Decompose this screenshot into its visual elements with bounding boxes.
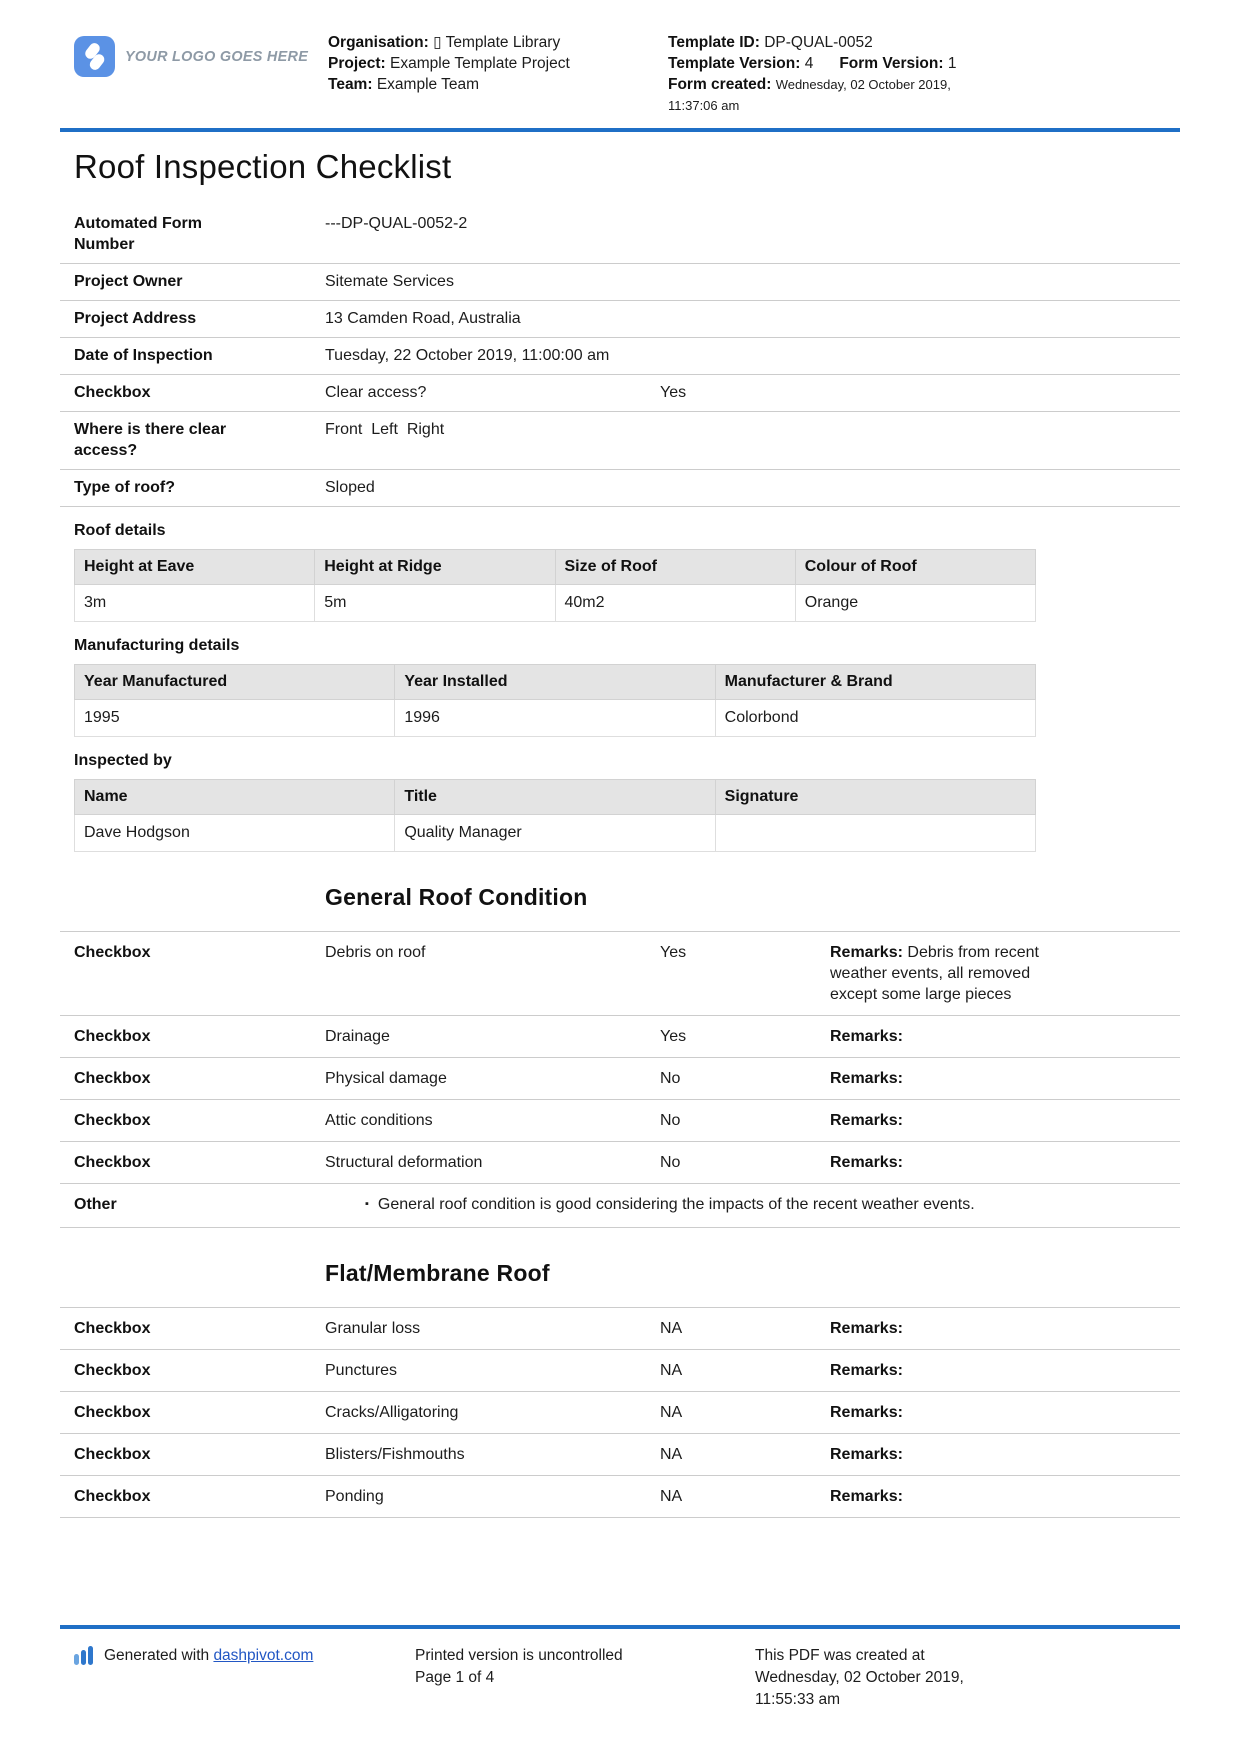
row-label: Other: [74, 1196, 117, 1213]
field-answer: [660, 419, 1165, 461]
template-version-value: 4: [804, 55, 814, 72]
generated-prefix: Generated with: [104, 1647, 214, 1664]
table-row: [75, 585, 1036, 622]
table-cell: 40m2: [555, 585, 795, 622]
inspected-by-table: [74, 779, 1036, 852]
field-answer: [660, 213, 1165, 255]
inspector-title-cell: Quality Manager: [395, 815, 715, 852]
field-value: Tuesday, 22 October 2019, 11:00:00 am: [325, 347, 610, 364]
header-divider: [60, 128, 1180, 132]
row-remarks: [830, 1444, 1040, 1465]
project-value: Example Template Project: [390, 55, 570, 72]
field-answer: [660, 308, 1165, 329]
project-line: [328, 53, 668, 74]
table-header-row: [75, 665, 1036, 700]
column-header: Height at Ridge: [315, 550, 555, 585]
table-cell: Orange: [795, 585, 1035, 622]
manufacturing-heading: Manufacturing details: [74, 637, 240, 654]
row-answer: NA: [660, 1320, 683, 1337]
checklist-row: [60, 1434, 1180, 1476]
table-row: [75, 815, 1036, 852]
other-note-text: General roof condition is good considering the impacts of the recent weather events.: [377, 1196, 975, 1213]
field-row: [60, 264, 1180, 301]
field-value: Clear access?: [325, 384, 427, 401]
remarks-text: Debris from recent weather events, all removed except some large pieces: [830, 944, 1039, 1003]
template-id-label: Template ID:: [668, 34, 760, 51]
checklist-row: [60, 1100, 1180, 1142]
table-row: [75, 700, 1036, 737]
row-item: Attic conditions: [325, 1112, 433, 1129]
row-answer: Yes: [660, 944, 687, 961]
column-header: Manufacturer & Brand: [715, 665, 1035, 700]
row-label: Checkbox: [74, 1112, 151, 1129]
row-item: Ponding: [325, 1488, 384, 1505]
field-label: Checkbox: [74, 384, 151, 401]
remarks-label: Remarks:: [830, 1488, 903, 1505]
row-label: Checkbox: [74, 1404, 151, 1421]
generated-with: [74, 1645, 415, 1711]
team-line: [328, 74, 668, 95]
row-remarks: [830, 1402, 1040, 1423]
field-value: Sitemate Services: [325, 273, 454, 290]
inspected-by-heading: Inspected by: [74, 752, 172, 769]
row-item: Structural deformation: [325, 1154, 483, 1171]
template-id-line: [668, 32, 998, 53]
generated-text: [104, 1645, 313, 1667]
remarks-label: Remarks:: [830, 1154, 903, 1171]
row-item: Punctures: [325, 1362, 398, 1379]
checkbox-answer: Yes: [660, 384, 687, 401]
column-header: Height at Eave: [75, 550, 315, 585]
form-field-list: [60, 206, 1180, 507]
field-label: Where is there clear access?: [74, 421, 227, 459]
template-id-value: DP-QUAL-0052: [764, 34, 873, 51]
roof-details-heading: Roof details: [74, 522, 166, 539]
checklist-row: [60, 1016, 1180, 1058]
row-remarks: [830, 942, 1040, 1005]
row-label: Checkbox: [74, 1154, 151, 1171]
document-header: [60, 28, 1180, 116]
team-value: Example Team: [376, 76, 480, 93]
logo-placeholder-text: YOUR LOGO GOES HERE: [125, 48, 309, 65]
dashpivot-link[interactable]: dashpivot.com: [213, 1647, 314, 1664]
form-version-label: Form Version:: [839, 55, 944, 72]
column-header: Year Installed: [395, 665, 715, 700]
company-logo: [74, 32, 328, 77]
section-title-flat-membrane-roof: Flat/Membrane Roof: [325, 1260, 550, 1286]
roof-details-table: [74, 549, 1036, 622]
field-label: Automated Form Number: [74, 215, 202, 253]
row-label: Checkbox: [74, 1320, 151, 1337]
row-remarks: [830, 1068, 1040, 1089]
field-label: Project Address: [74, 310, 197, 327]
template-meta-block: [668, 32, 998, 116]
checklist-row: [60, 1392, 1180, 1434]
field-value: ---DP-QUAL-0052-2: [325, 215, 468, 232]
remarks-label: Remarks:: [830, 1404, 903, 1421]
bullet-icon: [365, 1196, 378, 1213]
field-row: [60, 338, 1180, 375]
row-remarks: [830, 1318, 1040, 1339]
checklist-row: [60, 1476, 1180, 1518]
row-label: Checkbox: [74, 1070, 151, 1087]
row-answer: No: [660, 1112, 681, 1129]
row-label: Checkbox: [74, 1028, 151, 1045]
remarks-label: Remarks:: [830, 1446, 903, 1463]
form-created-line: [668, 74, 998, 116]
remarks-label: Remarks:: [830, 1028, 903, 1045]
uncontrolled-note: Printed version is uncontrolled: [415, 1647, 623, 1664]
checklist-general-roof-condition: [60, 931, 1180, 1228]
field-row: [60, 470, 1180, 507]
field-answer: [660, 345, 1165, 366]
field-label: Type of roof?: [74, 479, 176, 496]
team-label: Team:: [328, 76, 373, 93]
column-header: Signature: [715, 780, 1035, 815]
project-label: Project:: [328, 55, 386, 72]
checklist-row: [60, 1350, 1180, 1392]
column-header: Title: [395, 780, 715, 815]
table-cell: 5m: [315, 585, 555, 622]
missing-glyph-box: ▯: [433, 34, 442, 51]
table-header-row: [75, 780, 1036, 815]
field-answer: [660, 477, 1165, 498]
page-number: Page 1 of 4: [415, 1669, 495, 1686]
template-version-label: Template Version:: [668, 55, 801, 72]
row-item: Drainage: [325, 1028, 390, 1045]
field-row: [60, 375, 1180, 412]
column-header: Size of Roof: [555, 550, 795, 585]
row-answer: No: [660, 1070, 681, 1087]
checklist-row: [60, 1058, 1180, 1100]
section-title-general-roof-condition: General Roof Condition: [325, 884, 588, 910]
row-item: Debris on roof: [325, 944, 426, 961]
organisation-line: [328, 32, 668, 53]
dashpivot-bars-icon: [74, 1646, 96, 1665]
versions-line: [668, 53, 998, 74]
row-answer: NA: [660, 1488, 683, 1505]
other-row: [60, 1184, 1180, 1228]
row-remarks: [830, 1110, 1040, 1131]
organisation-label: Organisation:: [328, 34, 429, 51]
row-label: Checkbox: [74, 944, 151, 961]
table-cell: 1996: [395, 700, 715, 737]
row-label: Checkbox: [74, 1362, 151, 1379]
field-answer: [660, 271, 1165, 292]
field-value: Front Left Right: [325, 421, 445, 438]
row-item: Granular loss: [325, 1320, 421, 1337]
field-row: [60, 206, 1180, 264]
remarks-label: Remarks:: [830, 1112, 903, 1129]
field-label: Project Owner: [74, 273, 183, 290]
checklist-row: [60, 932, 1180, 1016]
field-row: [60, 301, 1180, 338]
remarks-label: Remarks:: [830, 944, 903, 961]
manufacturing-table: [74, 664, 1036, 737]
page-title: Roof Inspection Checklist: [74, 148, 452, 185]
column-header: Colour of Roof: [795, 550, 1035, 585]
other-note: [325, 1194, 1165, 1217]
column-header: Name: [75, 780, 395, 815]
row-item: Physical damage: [325, 1070, 447, 1087]
table-cell: 1995: [75, 700, 395, 737]
row-item: Cracks/Alligatoring: [325, 1404, 459, 1421]
table-header-row: [75, 550, 1036, 585]
checklist-flat-membrane-roof: [60, 1307, 1180, 1518]
checklist-row: [60, 1142, 1180, 1184]
table-cell: Colorbond: [715, 700, 1035, 737]
row-label: Checkbox: [74, 1446, 151, 1463]
inspector-name-cell: Dave Hodgson: [75, 815, 395, 852]
logo-mark-icon: [74, 36, 115, 77]
pdf-created-note: This PDF was created at Wednesday, 02 October 2019, 11:55:33 am: [755, 1647, 964, 1708]
row-remarks: [830, 1152, 1040, 1173]
remarks-label: Remarks:: [830, 1070, 903, 1087]
field-label: Date of Inspection: [74, 347, 213, 364]
signature-cell: [715, 815, 1035, 852]
form-version-value: 1: [947, 55, 957, 72]
field-value: Sloped: [325, 479, 375, 496]
print-info: [415, 1645, 755, 1711]
form-created-value: Wednesday, 02 October 2019, 11:37:06 am: [668, 77, 951, 113]
document-footer: [60, 1625, 1180, 1711]
checklist-row: [60, 1308, 1180, 1350]
remarks-label: Remarks:: [830, 1362, 903, 1379]
row-answer: NA: [660, 1404, 683, 1421]
row-answer: NA: [660, 1362, 683, 1379]
field-row: [60, 412, 1180, 470]
organisation-value: Template Library: [445, 34, 561, 51]
form-created-label: Form created:: [668, 76, 772, 93]
remarks-label: Remarks:: [830, 1320, 903, 1337]
table-cell: 3m: [75, 585, 315, 622]
column-header: Year Manufactured: [75, 665, 395, 700]
row-answer: No: [660, 1154, 681, 1171]
field-value: 13 Camden Road, Australia: [325, 310, 521, 327]
organisation-block: [328, 32, 668, 95]
row-remarks: [830, 1486, 1040, 1507]
row-item: Blisters/Fishmouths: [325, 1446, 465, 1463]
row-remarks: [830, 1026, 1040, 1047]
row-label: Checkbox: [74, 1488, 151, 1505]
row-answer: NA: [660, 1446, 683, 1463]
row-answer: Yes: [660, 1028, 687, 1045]
row-remarks: [830, 1360, 1040, 1381]
